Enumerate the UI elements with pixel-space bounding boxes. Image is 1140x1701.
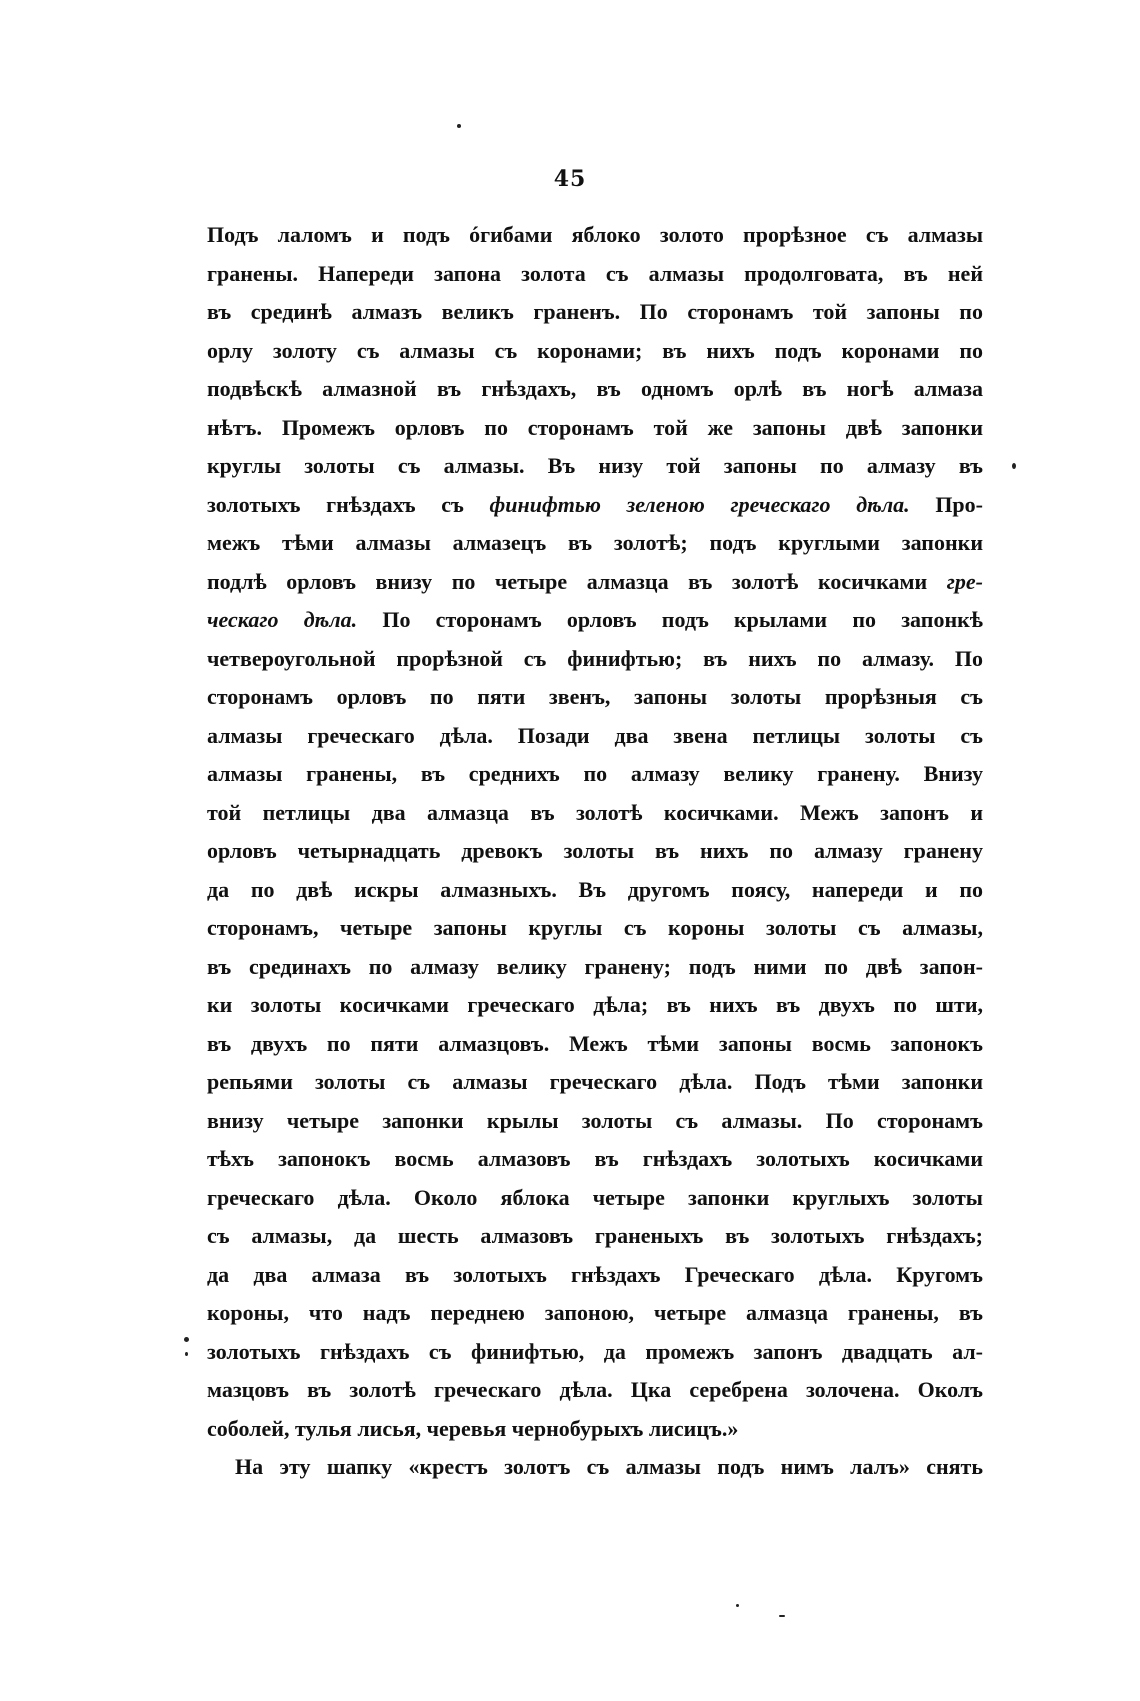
text-line: орловъ четырнадцать древокъ золоты въ нихъ по алмазу гранену: [207, 838, 983, 863]
text-line: алмазы гранены, въ среднихъ по алмазу велику гранену. Внизу: [207, 761, 983, 786]
text-line: На эту шапку «крестъ золотъ съ алмазы подъ нимъ лалъ» снять: [235, 1454, 983, 1479]
text-line: внизу четыре запонки крылы золоты съ алмазы. По сторонамъ: [207, 1107, 983, 1133]
text-line: въ срединахъ по алмазу велику гранену; подъ ними по двѣ запон-: [207, 953, 983, 979]
ink-speck: [457, 124, 461, 128]
ink-speck: [185, 1352, 188, 1356]
text-line: нѣтъ. Промежъ орловъ по сторонамъ той же запоны двѣ запонки: [207, 414, 983, 440]
text-line: круглы золоты съ алмазы. Въ низу той запоны по алмазу въ: [207, 453, 983, 478]
text-segment: Про-: [909, 491, 983, 517]
text-line: короны, что надъ переднею запоною, четыре алмазца гранены, въ: [207, 1300, 983, 1325]
ink-speck: [736, 1604, 739, 1607]
text-line: орлу золоту съ алмазы съ коронами; въ нихъ подъ коронами по: [207, 337, 983, 363]
text-line: [207, 601, 983, 640]
text-line: гранены. Напереди запона золота съ алмазы продолговата, въ ней: [207, 260, 983, 286]
text-line: межъ тѣми алмазы алмазецъ въ золотѣ; подъ круглыми запонки: [207, 530, 983, 555]
body-text: [207, 216, 983, 1487]
text-line: тѣхъ запонокъ восмь алмазовъ въ гнѣздахъ золотыхъ косичками: [207, 1146, 983, 1171]
text-line: четвероугольной прорѣзной съ финифтью; въ нихъ по алмазу. По: [207, 645, 983, 671]
text-line: ки золоты косичками греческаго дѣла; въ нихъ въ двухъ по шти,: [207, 992, 983, 1017]
text-segment: По сторонамъ орловъ подъ крылами по запонкѣ: [357, 607, 983, 632]
text-line: мазцовъ въ золотѣ греческаго дѣла. Цка серебрена золочена. Околъ: [207, 1377, 983, 1402]
italic-text: гре-: [946, 568, 983, 594]
page-number: 45: [553, 166, 587, 192]
italic-text: финифтью зеленою греческаго дѣла.: [489, 491, 910, 517]
text-line: да два алмаза въ золотыхъ гнѣздахъ Греческаго дѣла. Кругомъ: [207, 1261, 983, 1287]
text-line: Подъ лаломъ и подъ óгибами яблоко золото прорѣзное съ алмазы: [207, 222, 983, 247]
text-line: да по двѣ искры алмазныхъ. Въ другомъ поясу, напереди и по: [207, 876, 983, 902]
text-line: соболей, тулья лисья, черевья чернобурыхъ лисицъ.»: [207, 1415, 739, 1441]
text-line: сторонамъ орловъ по пяти звенъ, запоны золоты прорѣзныя съ: [207, 684, 983, 709]
text-line: [207, 563, 983, 602]
text-line: въ срединѣ алмазъ великъ граненъ. По сторонамъ той запоны по: [207, 299, 983, 324]
text-line: въ двухъ по пяти алмазцовъ. Межъ тѣми запоны восмь запонокъ: [207, 1030, 983, 1056]
text-segment: золотыхъ гнѣздахъ съ: [207, 491, 490, 517]
italic-text: ческаго дѣла.: [207, 607, 358, 632]
ink-speck: [184, 1337, 189, 1342]
text-line: подвѣскѣ алмазной въ гнѣздахъ, въ одномъ орлѣ въ ногѣ алмаза: [207, 376, 983, 401]
text-line: сторонамъ, четыре запоны круглы съ короны золоты съ алмазы,: [207, 915, 983, 940]
text-line: алмазы греческаго дѣла. Позади два звена петлицы золоты съ: [207, 722, 983, 748]
text-segment: подлѣ орловъ внизу по четыре алмазца въ золотѣ косичками: [207, 568, 947, 594]
text-line: съ алмазы, да шесть алмазовъ граненыхъ въ золотыхъ гнѣздахъ;: [207, 1223, 983, 1248]
text-line: репьями золоты съ алмазы греческаго дѣла. Подъ тѣми запонки: [207, 1069, 983, 1094]
text-line: той петлицы два алмазца въ золотѣ косичками. Межъ запонъ и: [207, 799, 983, 825]
text-line: золотыхъ гнѣздахъ съ финифтью, да промежъ запонъ двадцать ал-: [207, 1338, 983, 1364]
ink-speck: [779, 1615, 785, 1617]
text-line: греческаго дѣла. Около яблока четыре запонки круглыхъ золоты: [207, 1184, 983, 1210]
ink-speck: [1012, 463, 1016, 469]
text-line: [207, 486, 983, 525]
